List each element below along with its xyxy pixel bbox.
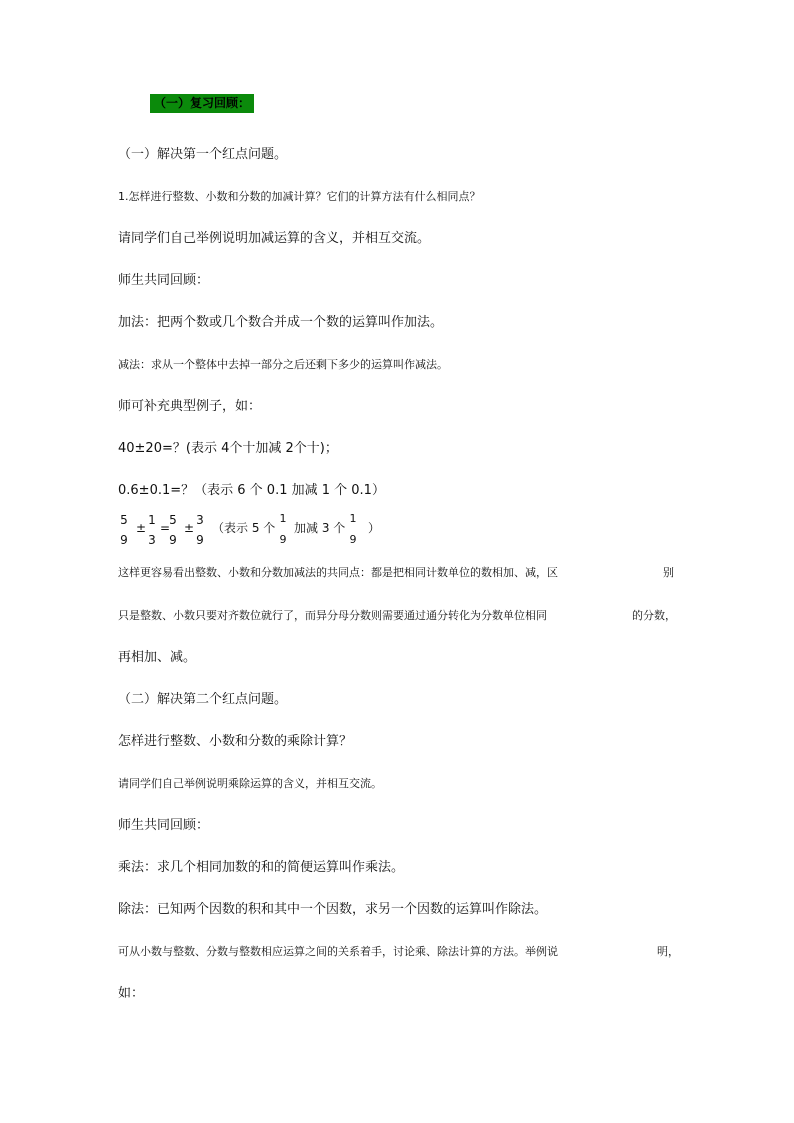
equals-sign: = — [160, 521, 171, 535]
numerator: 1 — [279, 512, 287, 525]
subtraction-definition: 减法：求从一个整体中去掉一部分之后还剩下多少的运算叫作减法。 — [118, 358, 448, 371]
denominator: 9 — [169, 533, 177, 547]
common-point-part1: 这样更容易看出整数、小数和分数加减法的共同点：都是把相同计数单位的数相加、减，区 — [118, 566, 558, 579]
subsection-2-title: （二）解决第二个红点问题。 — [118, 692, 288, 707]
unit-fraction-1-9 — [278, 513, 288, 546]
review-label-1: 师生共同回顾： — [118, 273, 210, 288]
denominator: 3 — [148, 533, 156, 547]
instruction-mul-div: 请同学们自己举例说明乘除运算的含义，并相互交流。 — [118, 777, 382, 790]
example-integer: 40±20=？(表示 4个十加减 2个十)； — [118, 441, 338, 456]
denominator: 9 — [279, 533, 287, 546]
multiplication-definition: 乘法：求几个相同加数的和的简便运算叫作乘法。 — [118, 860, 405, 875]
example-intro: 师可补充典型例子，如： — [118, 399, 262, 414]
plus-minus-sign: ± — [184, 521, 195, 535]
unit-fraction-1-9-b — [348, 513, 358, 546]
numerator: 5 — [169, 513, 177, 527]
fraction-5-9 — [118, 513, 130, 547]
denominator: 9 — [196, 533, 204, 547]
method-discussion-end: 明， — [657, 945, 679, 958]
denominator: 9 — [120, 533, 128, 547]
fraction-3-9 — [194, 513, 206, 547]
fraction-5-9-b — [167, 513, 179, 547]
denominator: 9 — [349, 533, 357, 546]
instruction-add-sub: 请同学们自己举例说明加减运算的含义，并相互交流。 — [118, 231, 431, 246]
common-point-part1-end: 别 — [663, 566, 674, 579]
example-lead: 如： — [118, 986, 145, 1001]
numerator: 5 — [120, 513, 128, 527]
numerator: 1 — [349, 512, 357, 525]
fraction-explanation-end: ） — [368, 521, 381, 535]
numerator: 3 — [196, 513, 204, 527]
numerator: 1 — [148, 513, 156, 527]
method-discussion: 可从小数与整数、分数与整数相应运算之间的关系着手，讨论乘、除法计算的方法。举例说 — [118, 945, 558, 958]
example-decimal: 0.6±0.1=？（表示 6 个 0.1 加减 1 个 0.1） — [118, 483, 385, 498]
common-point-part3: 再相加、减。 — [118, 650, 197, 665]
section-heading: （一）复习回顾： — [150, 94, 254, 113]
question-1: 1.怎样进行整数、小数和分数的加减计算？它们的计算方法有什么相同点？ — [118, 190, 481, 203]
common-point-part2: 只是整数、小数只要对齐数位就行了，而异分母分数则需要通过通分转化为分数单位相同 — [118, 609, 547, 622]
subsection-1-title: （一）解决第一个红点问题。 — [118, 147, 288, 162]
example-fraction — [118, 513, 518, 553]
fraction-1-3 — [146, 513, 158, 547]
review-label-2: 师生共同回顾： — [118, 818, 210, 833]
question-2: 怎样进行整数、小数和分数的乘除计算？ — [118, 734, 353, 749]
plus-minus-sign: ± — [136, 521, 147, 535]
addition-definition: 加法：把两个数或几个数合并成一个数的运算叫作加法。 — [118, 315, 444, 330]
common-point-part2-end: 的分数， — [632, 609, 676, 622]
fraction-explanation-middle: 加减 3 个 — [294, 521, 346, 535]
fraction-explanation-start: （表示 5 个 — [212, 521, 276, 535]
division-definition: 除法：已知两个因数的积和其中一个因数，求另一个因数的运算叫作除法。 — [118, 902, 548, 917]
